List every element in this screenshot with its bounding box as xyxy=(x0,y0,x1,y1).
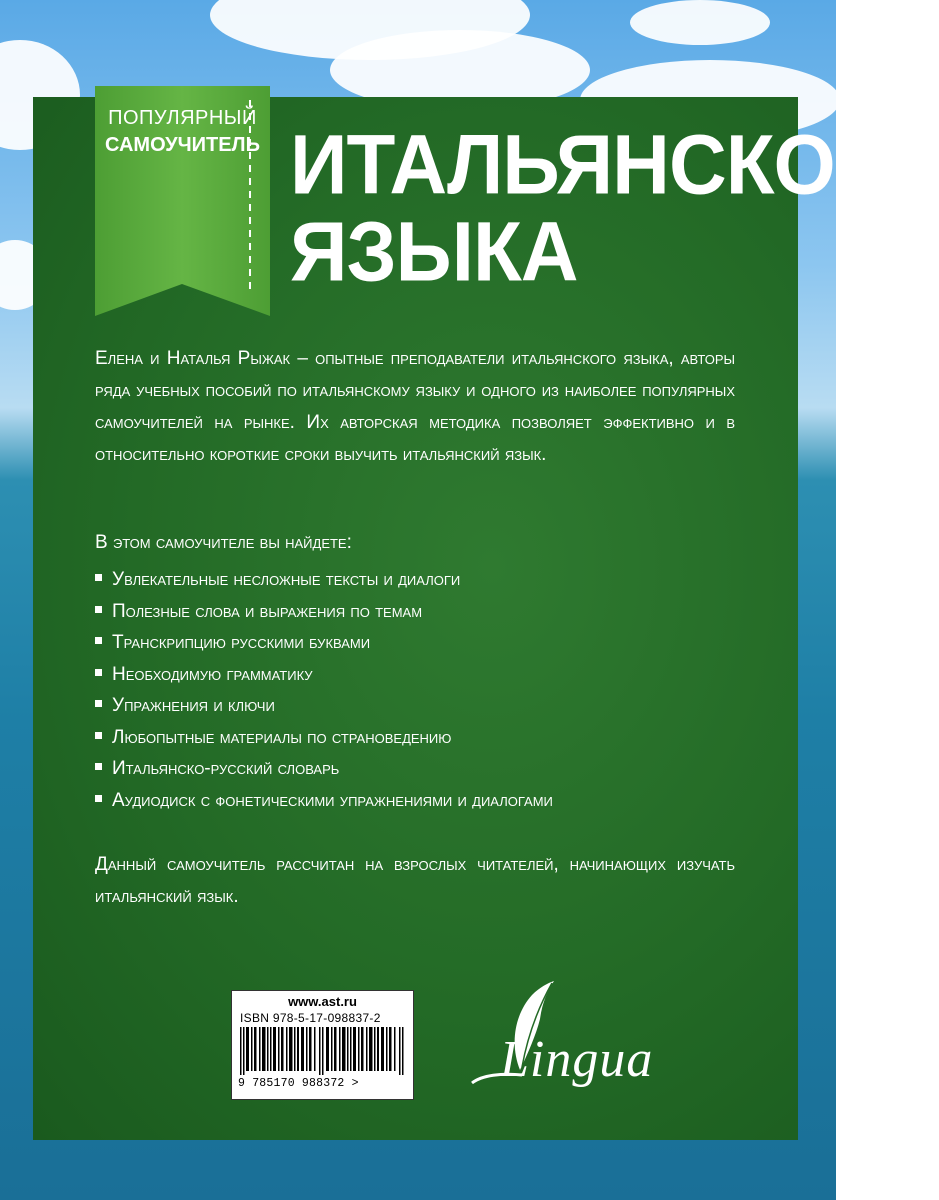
features-list xyxy=(95,564,553,816)
audience-paragraph: Данный самоучитель рассчитан на взрослых читателей, начинающих изучать итальянский язык. xyxy=(95,854,735,907)
list-item: Увлекательные несложные тексты и диалоги xyxy=(95,564,553,596)
barcode-digits: 9 785170 988372 > xyxy=(238,1077,359,1090)
cloud xyxy=(630,0,770,45)
list-item: Любопытные материалы по страноведению xyxy=(95,722,553,754)
bullet-icon xyxy=(95,732,102,739)
series-label-line2: САМОУЧИТЕЛЬ xyxy=(105,134,260,156)
title-line1: ИТАЛЬЯНСКОГО xyxy=(290,117,939,212)
publisher-url: www.ast.ru xyxy=(288,994,357,1009)
bullet-icon xyxy=(95,606,102,613)
isbn-text: ISBN 978-5-17-098837-2 xyxy=(240,1011,381,1025)
list-item: Полезные слова и выражения по темам xyxy=(95,596,553,628)
bullet-icon xyxy=(95,700,102,707)
list-item: Аудиодиск с фонетическими упражнениями и диалогами xyxy=(95,785,553,817)
bullet-icon xyxy=(95,574,102,581)
barcode-label xyxy=(231,990,414,1100)
bullet-icon xyxy=(95,637,102,644)
list-item: Упражнения и ключи xyxy=(95,690,553,722)
publisher-logo: Lingua xyxy=(500,1031,654,1088)
features-intro: В этом самоучителе вы найдете: xyxy=(95,532,352,553)
list-item: Необходимую грамматику xyxy=(95,659,553,691)
title-line2: ЯЗЫКА xyxy=(290,204,578,299)
list-item: Итальянско-русский словарь xyxy=(95,753,553,785)
barcode-icon xyxy=(240,1027,405,1075)
bullet-icon xyxy=(95,795,102,802)
bullet-icon xyxy=(95,669,102,676)
series-label-line1: ПОПУЛЯРНЫЙ xyxy=(108,107,257,129)
description-paragraph: Елена и Наталья Рыжак – опытные преподаватели итальянского языка, авторы ряда учебных пособий по итальянскому языку и одного из наиболее популярных самоучителей на рынке. Их авторская методика позволяет эффективно и в относительно короткие сроки выучить итальянский язык. xyxy=(95,348,735,465)
list-item: Транскрипцию русскими буквами xyxy=(95,627,553,659)
bullet-icon xyxy=(95,763,102,770)
